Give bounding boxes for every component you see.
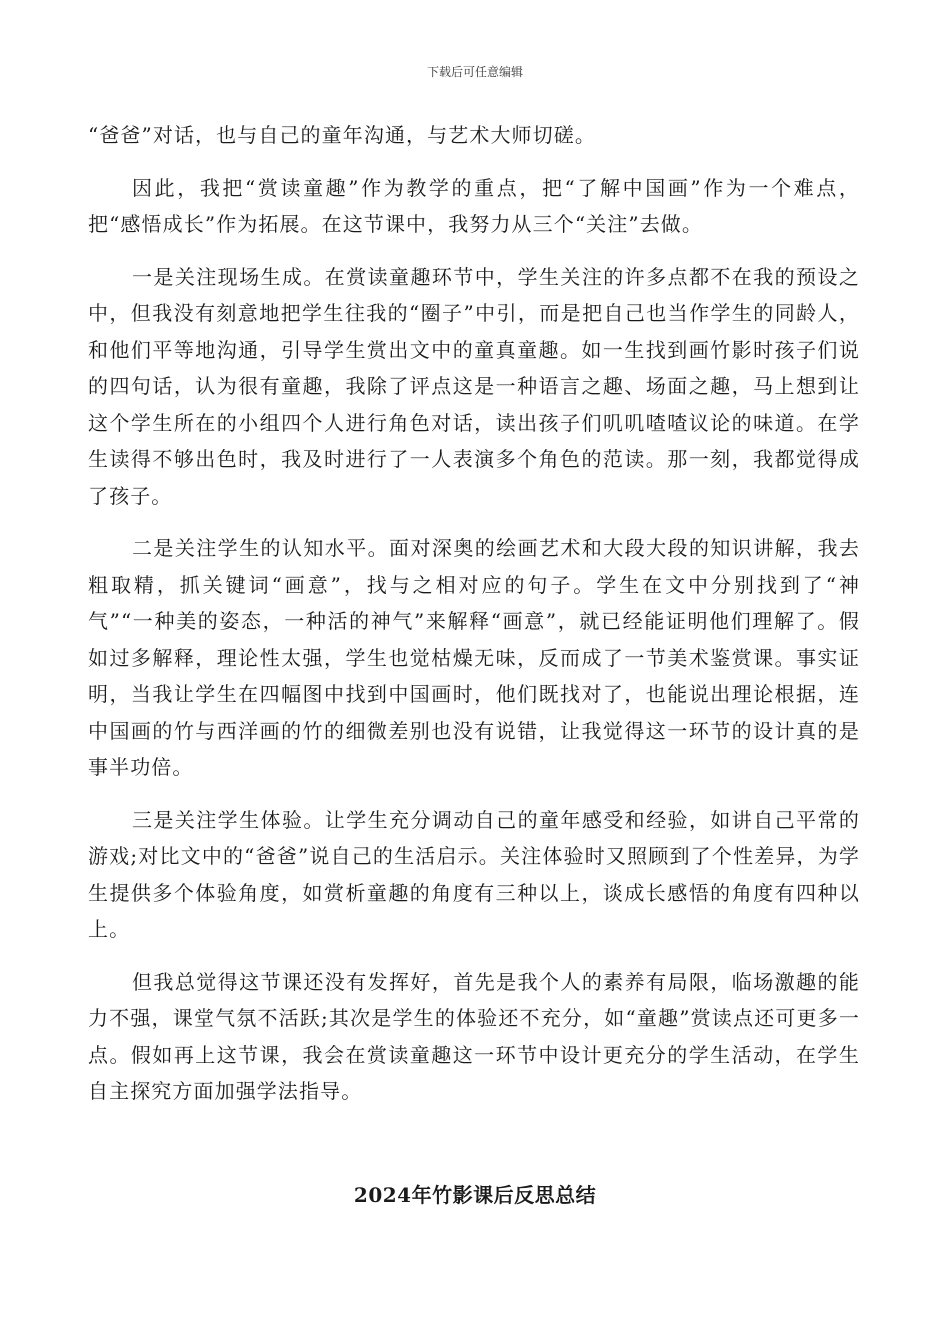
body-text — [88, 117, 860, 1110]
paragraph-point-two: 二是关注学生的认知水平。面对深奥的绘画艺术和大段大段的知识讲解，我去粗取精，抓关键词“画意”，找与之相对应的句子。学生在文中分别找到了“神气”“一种美的姿态，一种活的神气”来解释“画意”，就已经能证明他们理解了。假如过多解释，理论性太强，学生也觉枯燥无味，反而成了一节美术鉴赏课。事实证明，当我让学生在四幅图中找到中国画时，他们既找对了，也能说出理论根据，连中国画的竹与西洋画的竹的细微差别也没有说错，让我觉得这一环节的设计真的是事半功倍。 — [88, 536, 860, 779]
paragraph-point-three: 三是关注学生体验。让学生充分调动自己的童年感受和经验，如讲自己平常的游戏;对比文中的“爸爸”说自己的生活启示。关注体验时又照顾到了个性差异，为学生提供多个体验角度，如赏析童趣的角度有三种以上，谈成长感悟的角度有四种以上。 — [88, 807, 860, 941]
paragraph-reflection: 但我总觉得这节课还没有发挥好，首先是我个人的素养有局限，临场激趣的能力不强，课堂气氛不活跃;其次是学生的体验还不充分，如“童趣”赏读点还可更多一点。假如再上这节课，我会在赏读童趣这一环节中设计更充分的学生活动，在学生自主探究方面加强学法指导。 — [88, 969, 860, 1103]
section-title: 2024年竹影课后反思总结 — [353, 1183, 597, 1207]
paragraph-point-one: 一是关注现场生成。在赏读童趣环节中，学生关注的许多点都不在我的预设之中，但我没有刻意地把学生往我的“圈子”中引，而是把自己也当作学生的同龄人，和他们平等地沟通，引导学生赏出文中的童真童趣。如一生找到画竹影时孩子们说的四句话，认为很有童趣，我除了评点这是一种语言之趣、场面之趣，马上想到让这个学生所在的小组四个人进行角色对话，读出孩子们叽叽喳喳议论的味道。在学生读得不够出色时，我及时进行了一人表演多个角色的范读。那一刻，我都觉得成了孩子。 — [88, 264, 860, 508]
paragraph-continuation: “爸爸”对话，也与自己的童年沟通，与艺术大师切磋。 — [88, 123, 596, 147]
header-note: 下载后可任意编辑 — [426, 65, 523, 79]
paragraph-focus: 因此，我把“赏读童趣”作为教学的重点，把“了解中国画”作为一个难点，把“感悟成长”作为拓展。在这节课中，我努力从三个“关注”去做。 — [88, 175, 860, 236]
